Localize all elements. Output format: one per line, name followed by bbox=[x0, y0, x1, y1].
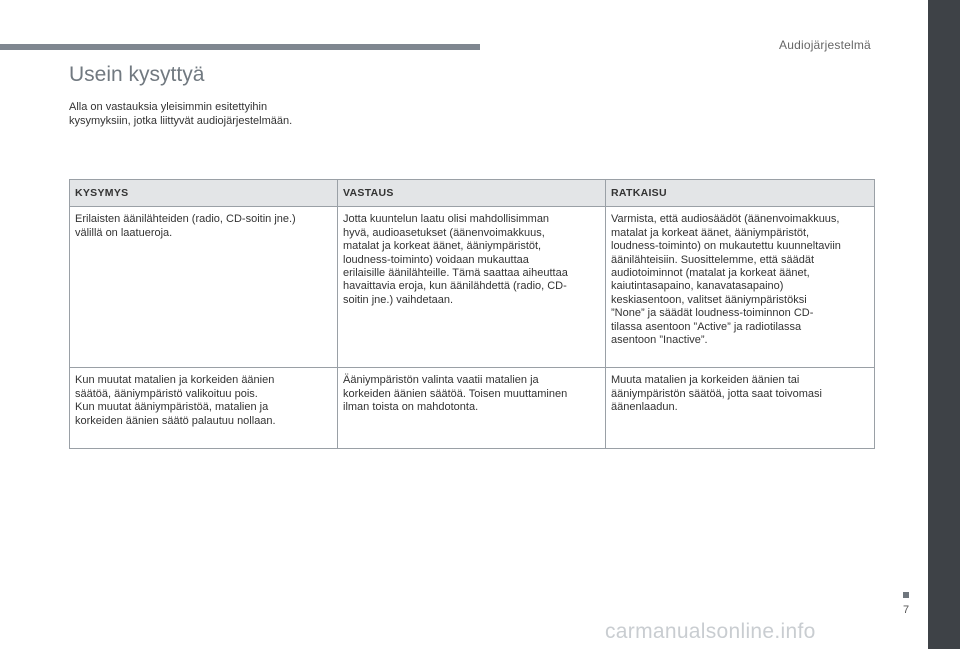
cell-line: soitin jne.) vaihdetaan. bbox=[343, 293, 454, 306]
column-header-question: KYSYMYS bbox=[70, 180, 338, 207]
cell-line: Jotta kuuntelun laatu olisi mahdollisimman bbox=[343, 213, 550, 226]
page-number: 7 bbox=[903, 604, 910, 616]
intro-line: Alla on vastauksia yleisimmin esitettyihin bbox=[69, 101, 268, 113]
answer-cell bbox=[338, 368, 606, 449]
cell-line: Varmista, että audiosäädöt (äänenvoimakkuus, bbox=[611, 213, 840, 226]
solution-cell bbox=[606, 207, 875, 368]
cell-line: Ääniympäristön valinta vaatii matalien ja bbox=[343, 374, 539, 387]
page-edge-band bbox=[928, 0, 960, 649]
table-row bbox=[70, 368, 875, 449]
cell-line: matalat ja korkeat äänet, ääniympäristöt, bbox=[611, 226, 810, 239]
section-title: Audiojärjestelmä bbox=[779, 38, 871, 52]
cell-line: Erilaisten äänilähteiden (radio, CD-soitin jne.) bbox=[75, 213, 296, 226]
cell-line: asentoon ”Inactive”. bbox=[611, 334, 708, 347]
table-header-row bbox=[70, 180, 875, 207]
cell-line: ilman toista on mahdotonta. bbox=[343, 401, 479, 414]
solution-cell bbox=[606, 368, 875, 449]
cell-line: korkeiden äänien säätö palautuu nollaan. bbox=[75, 414, 276, 427]
cell-line: loudness-toiminto) voidaan mukauttaa bbox=[343, 253, 529, 266]
question-cell bbox=[70, 368, 338, 449]
cell-line: erilaisille äänilähteille. Tämä saattaa aiheuttaa bbox=[343, 267, 568, 280]
intro-line: kysymyksiin, jotka liittyvät audiojärjestelmään. bbox=[69, 115, 293, 127]
cell-line: matalat ja korkeat äänet, ääniympäristöt, bbox=[343, 240, 542, 253]
question-cell bbox=[70, 207, 338, 368]
intro-text bbox=[69, 100, 369, 128]
cell-line: hyvä, audioasetukset (äänenvoimakkuus, bbox=[343, 226, 545, 239]
cell-line: äänilähteisiin. Suosittelemme, että säädät bbox=[611, 253, 815, 266]
answer-cell bbox=[338, 207, 606, 368]
table-row bbox=[70, 207, 875, 368]
cell-line: korkeiden äänien säätöä. Toisen muuttaminen bbox=[343, 387, 568, 400]
cell-line: ääniympäristön säätöä, jotta saat toivomasi bbox=[611, 387, 822, 400]
column-header-solution: RATKAISU bbox=[606, 180, 875, 207]
cell-line: kaiutintasapaino, kanavatasapaino) bbox=[611, 280, 784, 293]
cell-line: ”None” ja säädät loudness-toiminnon CD- bbox=[611, 307, 814, 320]
cell-line: Muuta matalien ja korkeiden äänien tai bbox=[611, 374, 800, 387]
cell-line: Kun muutat ääniympäristöä, matalien ja bbox=[75, 401, 269, 414]
cell-line: säätöä, ääniympäristö valikoituu pois. bbox=[75, 387, 258, 400]
page-marker-square bbox=[903, 592, 909, 598]
cell-line: tilassa asentoon ”Active” ja radiotilassa bbox=[611, 320, 802, 333]
cell-line: äänenlaadun. bbox=[611, 401, 678, 414]
top-accent-bar bbox=[0, 44, 480, 50]
cell-line: keskiasentoon, valitset ääniympäristöksi bbox=[611, 293, 807, 306]
watermark: carmanualsonline.info bbox=[605, 620, 816, 643]
cell-line: audiotoiminnot (matalat ja korkeat äänet, bbox=[611, 267, 810, 280]
cell-line: havaittavia eroja, kun äänilähdettä (radio, CD- bbox=[343, 280, 567, 293]
page-title: Usein kysyttyä bbox=[69, 63, 205, 86]
cell-line: välillä on laatueroja. bbox=[75, 226, 173, 239]
cell-line: loudness-toiminto) on mukautettu kuunneltaviin bbox=[611, 240, 841, 253]
column-header-answer: VASTAUS bbox=[338, 180, 606, 207]
faq-table bbox=[69, 179, 875, 449]
cell-line: Kun muutat matalien ja korkeiden äänien bbox=[75, 374, 275, 387]
